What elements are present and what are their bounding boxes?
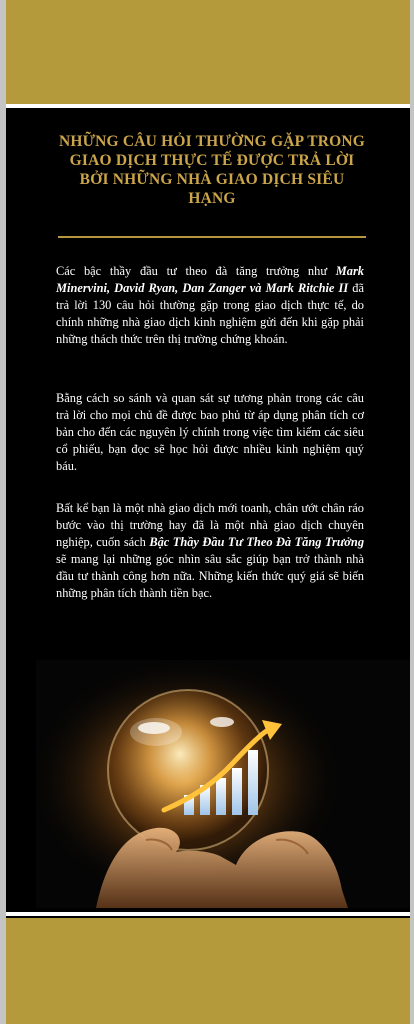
intro-text-a: Các bậc thầy đầu tư theo đà tăng trưởng như [56,264,336,278]
page-title: NHỮNG CÂU HỎI THƯỜNG GẶP TRONG GIAO DỊCH THỰC TẾ ĐƯỢC TRẢ LỜI BỞI NHỮNG NHÀ GIAO DỊCH SIÊU HẠNG [58,133,366,207]
bottom-gold-band [6,918,410,1024]
brochure-page [6,0,410,1024]
trader-names: Mark Minervini, David Ryan, Dan Zanger và Mark Ritchie II [56,264,364,295]
closing-text-a: Bất kể bạn là một nhà giao dịch mới toanh, chân ướt chân ráo bước vào thị trường hay đã là một nhà giao dịch chuyên nghiệp, cuốn sách [56,501,364,549]
title-underline [58,236,366,238]
intro-text-c: đã trả lời 130 câu hỏi thường gặp trong giao dịch thực tế, do chính những nhà giao dịch kinh nghiệm gửi đến khi gặp phải những thách thức trên thị trường chứng khoán. [56,281,364,346]
top-divider-stripe [6,104,410,108]
bottom-divider-stripe [6,912,410,916]
closing-text-c: sẽ mang lại những góc nhìn sâu sắc giúp bạn trở thành nhà đầu tư thành công hơn nữa. Những kiến thức quý giá sẽ biến những phân tích thành tiền bạc. [56,552,364,600]
top-gold-band [6,0,410,104]
closing-paragraph [56,500,364,602]
comparison-paragraph: Bằng cách so sánh và quan sát sự tương phản trong các câu trả lời cho mọi chủ đề được bao phủ từ áp dụng phân tích cơ bản cho đến các nguyên lý chính trong việc tìm kiếm các siêu cổ phiếu, bạn đọc sẽ học hỏi được nhiều kinh nghiệm quý báu. [56,391,364,473]
intro-paragraph [56,263,364,348]
crystal-ball-growth-image [36,660,410,908]
book-title: Bậc Thầy Đầu Tư Theo Đà Tăng Trưởng [149,535,365,549]
